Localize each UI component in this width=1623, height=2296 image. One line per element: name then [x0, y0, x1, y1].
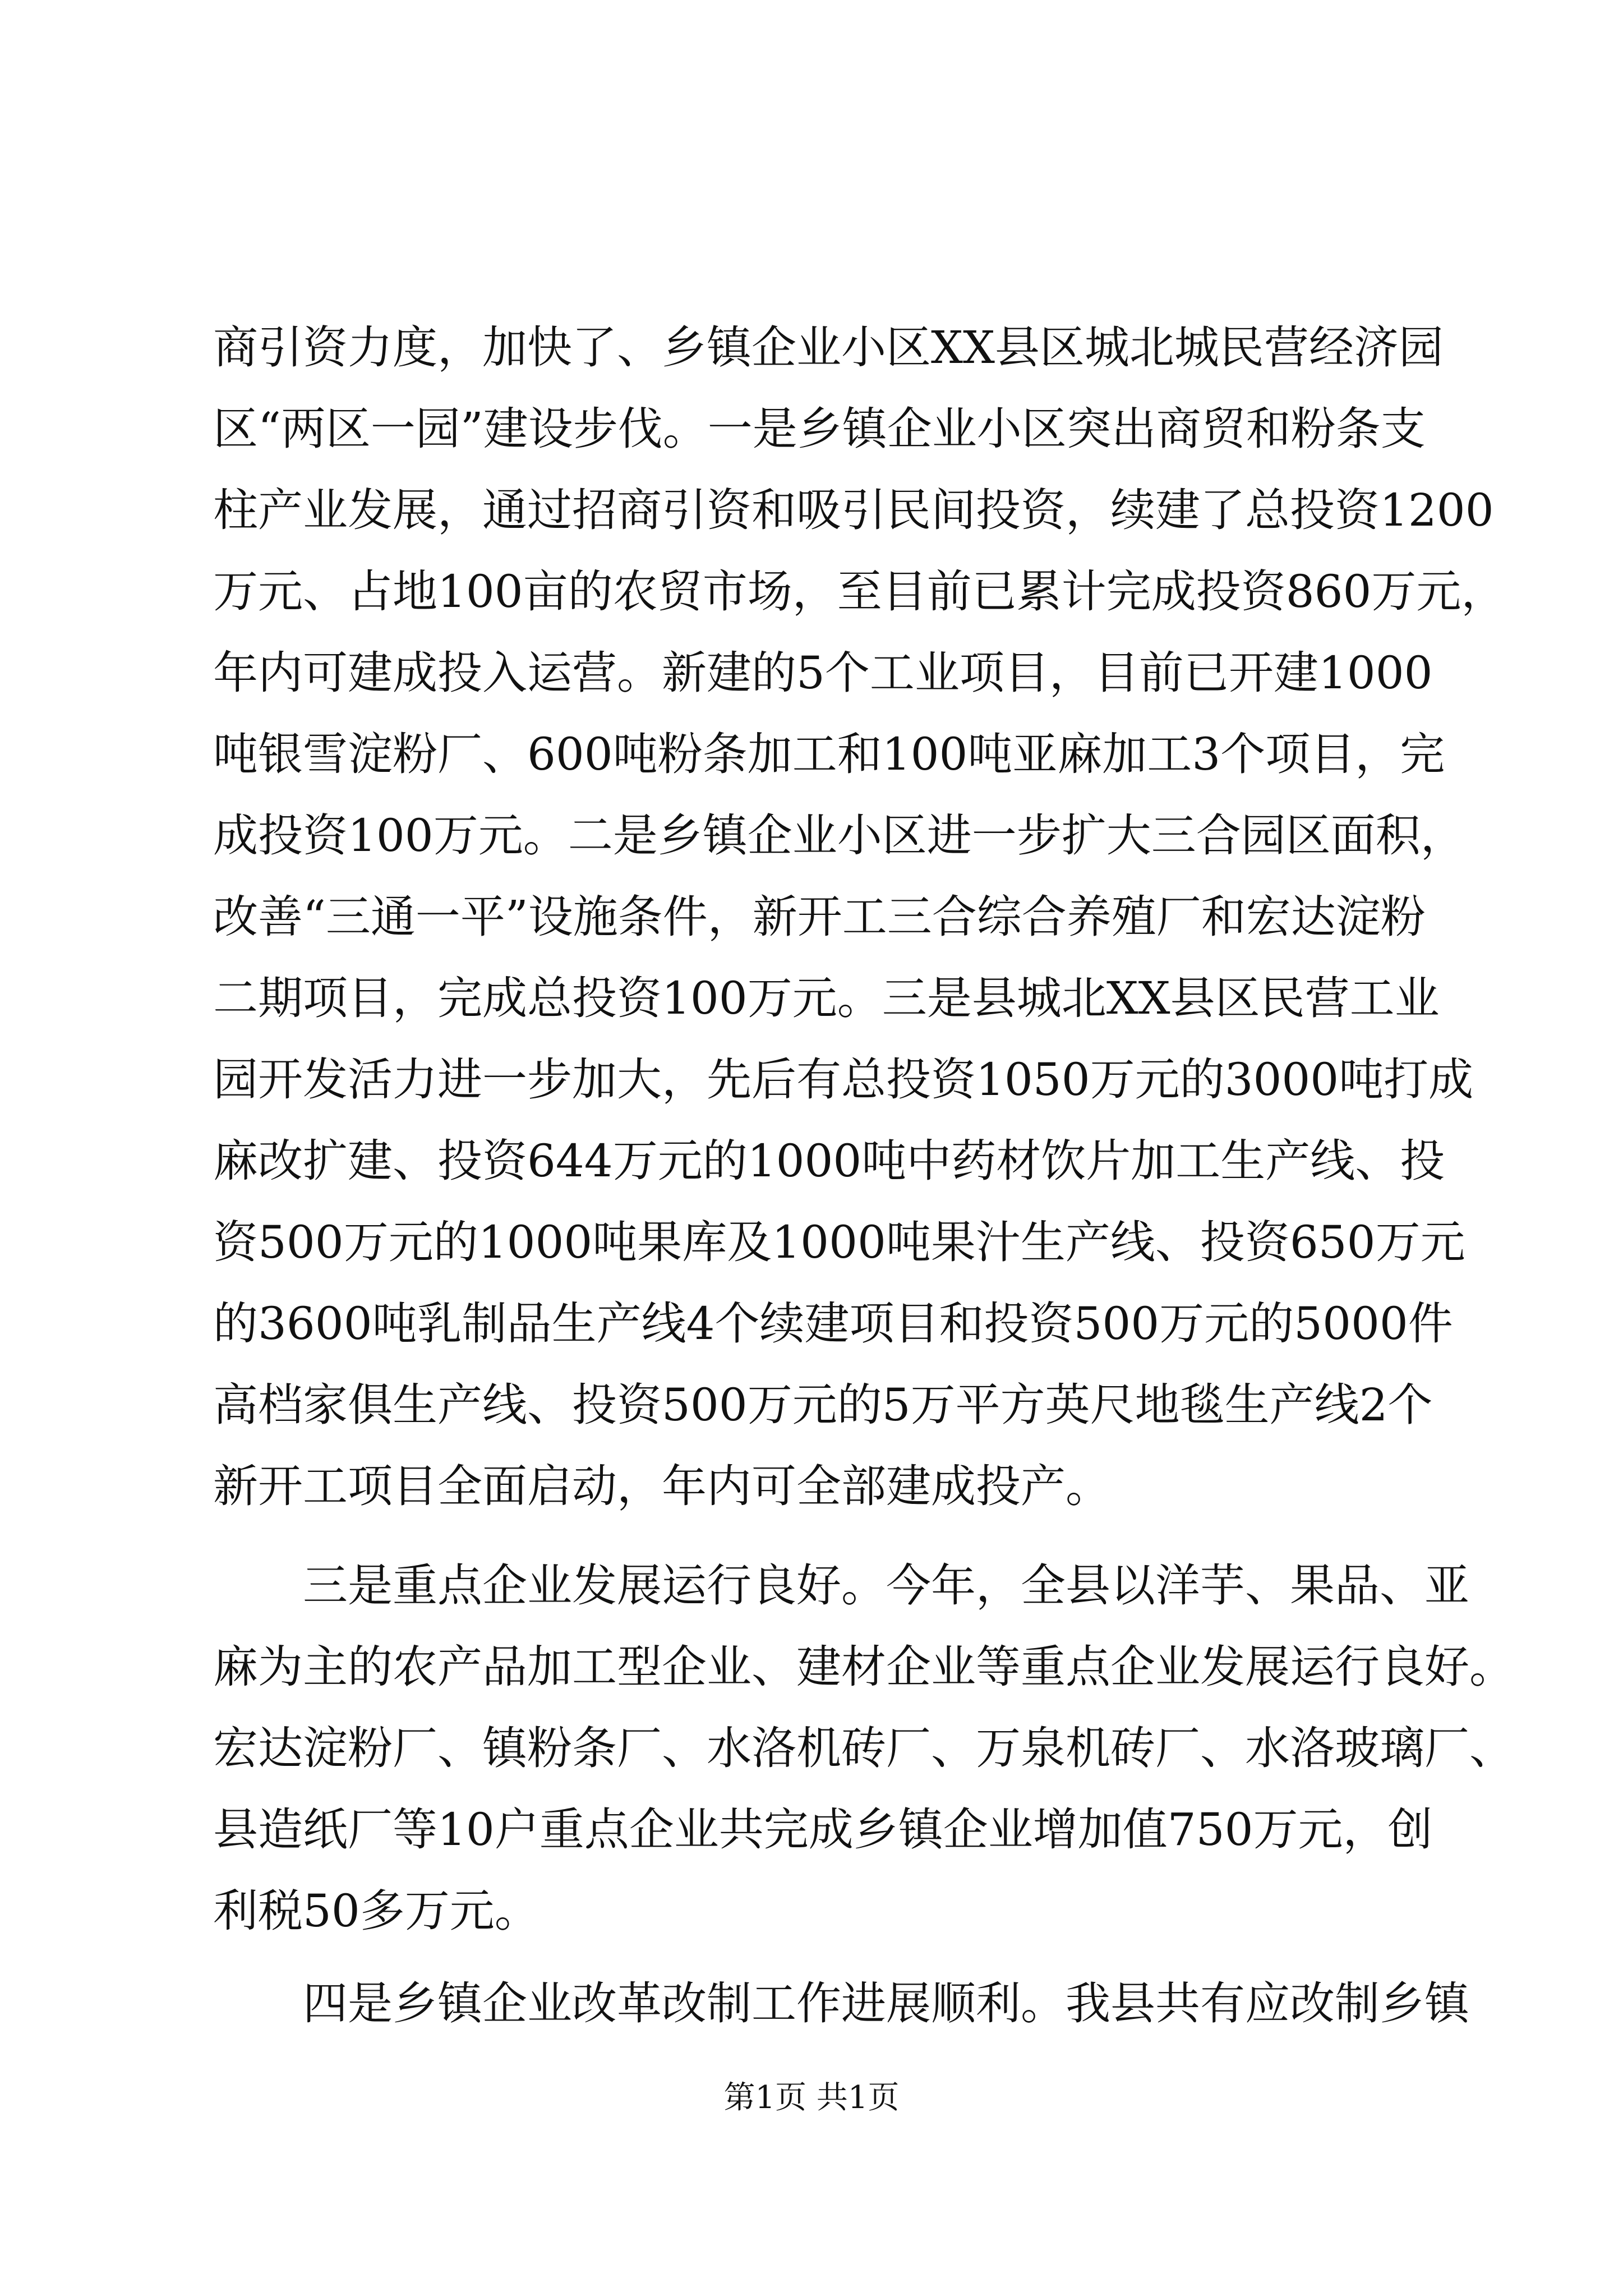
- paragraph-line: 三是重点企业发展运行良好。今年，全县以洋芋、果品、亚: [303, 1559, 1469, 1612]
- paragraph-line: 新开工项目全面启动，年内可全部建成投产。: [213, 1460, 1110, 1512]
- paragraph-line: 麻为主的农产品加工型企业、建材企业等重点企业发展运行良好。: [213, 1641, 1514, 1693]
- paragraph-line: 宏达淀粉厂、镇粉条厂、水洛机砖厂、万泉机砖厂、水洛玻璃厂、: [213, 1722, 1514, 1774]
- paragraph-line: 商引资力度，加快了、乡镇企业小区XX县区城北城民营经济园: [213, 321, 1444, 374]
- paragraph-line: 园开发活力进一步加大，先后有总投资1050万元的3000吨打成: [213, 1053, 1474, 1106]
- paragraph-line: 区“两区一园”建设步伐。一是乡镇企业小区突出商贸和粉条支: [213, 403, 1426, 455]
- page-footer: 第1页 共1页: [723, 2079, 900, 2116]
- paragraph-line: 二期项目，完成总投资100万元。三是县城北XX县区民营工业: [213, 972, 1440, 1024]
- paragraph-line: 吨银雪淀粉厂、600吨粉条加工和100吨亚麻加工3个项目，完: [213, 728, 1445, 780]
- paragraph-line: 资500万元的1000吨果库及1000吨果汁生产线、投资650万元: [213, 1216, 1465, 1268]
- paragraph-line: 麻改扩建、投资644万元的1000吨中药材饮片加工生产线、投: [213, 1135, 1445, 1187]
- paragraph-line: 高档家俱生产线、投资500万元的5万平方英尺地毯生产线2个: [213, 1379, 1433, 1431]
- paragraph-line: 万元、占地100亩的农贸市场，至目前已累计完成投资860万元，: [213, 565, 1506, 618]
- paragraph-line: 成投资100万元。二是乡镇企业小区进一步扩大三合园区面积，: [213, 809, 1465, 862]
- paragraph-line: 改善“三通一平”设施条件，新开工三合综合养殖厂和宏达淀粉: [213, 891, 1426, 943]
- paragraph-line: 柱产业发展，通过招商引资和吸引民间投资，续建了总投资1200: [213, 484, 1494, 536]
- paragraph-line: 四是乡镇企业改革改制工作进展顺利。我县共有应改制乡镇: [303, 1977, 1469, 2030]
- paragraph-line: 年内可建成投入运营。新建的5个工业项目，目前已开建1000: [213, 647, 1433, 699]
- paragraph-line: 县造纸厂等10户重点企业共完成乡镇企业增加值750万元，创: [213, 1803, 1433, 1856]
- paragraph-line: 利税50多万元。: [213, 1885, 540, 1937]
- paragraph-line: 的3600吨乳制品生产线4个续建项目和投资500万元的5000件: [213, 1297, 1453, 1350]
